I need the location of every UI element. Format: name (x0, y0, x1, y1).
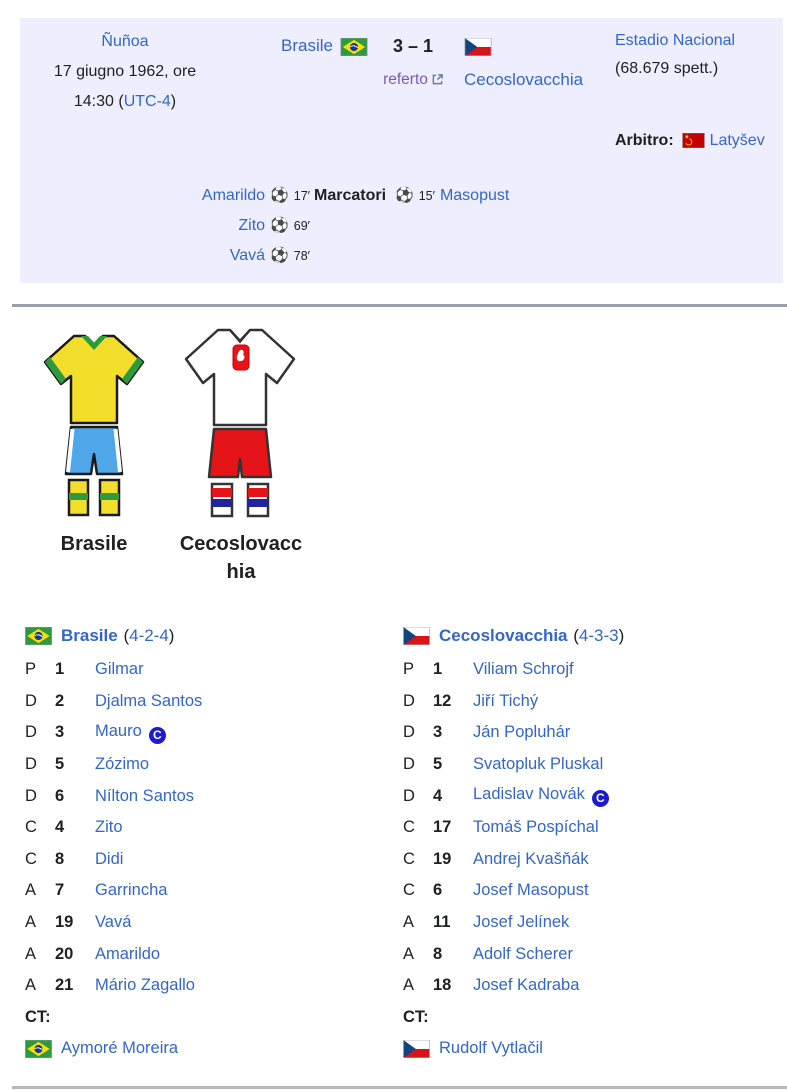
player-link[interactable]: Zózimo (95, 755, 150, 774)
shirt-number: 4 (433, 786, 443, 805)
brazil-flag-icon[interactable] (25, 627, 52, 645)
venue-line (615, 27, 775, 83)
lineup-row (25, 749, 403, 781)
soccer-ball-icon: ⚽ (270, 247, 289, 264)
timezone-link[interactable]: UTC-4 (123, 93, 171, 110)
home-scorers (20, 181, 310, 271)
lineup-row (25, 938, 403, 970)
player-link[interactable]: Vavá (95, 913, 132, 932)
kits-section (38, 326, 306, 586)
czechoslovakia-flag-icon[interactable] (464, 38, 492, 56)
player-link[interactable]: Tomáš Pospíchal (473, 818, 599, 837)
player-link[interactable]: Gilmar (95, 660, 144, 679)
scorer-link[interactable]: Vavá (229, 247, 266, 264)
lineup-row (25, 907, 403, 939)
shirt-number: 7 (55, 881, 65, 900)
section-divider (12, 304, 787, 307)
shirt-number: 17 (433, 818, 452, 837)
goal-minute: 78′ (293, 249, 310, 263)
position-label: P (25, 660, 37, 679)
lineup-row (25, 970, 403, 1002)
lineup-row (403, 907, 787, 939)
player-link[interactable]: Djalma Santos (95, 691, 203, 710)
shirt-number: 6 (55, 786, 65, 805)
shirt-number: 6 (433, 881, 443, 900)
player-name-cell (473, 692, 787, 711)
position-label: A (25, 976, 37, 995)
shirt-number: 4 (55, 818, 65, 837)
player-name-cell (95, 692, 403, 711)
shirt-number: 19 (55, 913, 74, 932)
scorer-row (390, 181, 783, 211)
player-name-cell (95, 945, 403, 964)
soccer-ball-icon: ⚽ (270, 217, 289, 234)
player-name-cell (473, 850, 787, 869)
shirt-number: 8 (55, 849, 65, 868)
external-link-icon (432, 74, 443, 85)
lineup-row (403, 686, 787, 718)
scorer-link[interactable]: Amarildo (201, 187, 266, 204)
shirt-number: 5 (55, 755, 65, 774)
position-label: D (25, 755, 37, 774)
player-link[interactable]: Jiří Tichý (473, 691, 539, 710)
goal-minute: 15′ (418, 189, 435, 203)
position-label: A (25, 881, 37, 900)
home-kit-figure (38, 326, 150, 586)
referee-link[interactable]: Latyšev (709, 132, 765, 149)
away-sheet-header (403, 620, 787, 652)
player-link[interactable]: Svatopluk Pluskal (473, 755, 604, 774)
attendance-text: (68.679 spett.) (615, 60, 719, 77)
lineup-row (25, 844, 403, 876)
formation-open-paren: ( (573, 626, 579, 645)
lineup-row (403, 780, 787, 812)
soccer-ball-icon: ⚽ (395, 187, 414, 204)
time-close-paren: ) (170, 93, 177, 110)
player-name-cell (473, 976, 787, 995)
lineup-row (25, 686, 403, 718)
brazil-flag-icon[interactable] (340, 38, 368, 56)
shirt-number: 19 (433, 849, 452, 868)
away-scorers (390, 181, 783, 271)
player-name-cell (95, 976, 403, 995)
shirt-number: 3 (55, 723, 65, 742)
player-link[interactable]: Josef Kadraba (473, 976, 580, 995)
shirt-number: 2 (55, 691, 65, 710)
position-label: C (403, 881, 415, 900)
away-team-link[interactable]: Cecoslovacchia (439, 626, 568, 645)
stadium-link[interactable]: Estadio Nacional (615, 32, 736, 49)
home-team-link[interactable]: Brasile (281, 36, 333, 55)
czechoslovakia-flag-icon[interactable] (403, 627, 430, 645)
position-label: D (25, 691, 37, 710)
shirt-number: 8 (433, 944, 443, 963)
date-text: 17 giugno 1962, ore (53, 63, 197, 80)
away-flag-cell (458, 29, 615, 63)
shirt-number: 11 (433, 913, 451, 932)
player-name-cell (473, 785, 787, 807)
away-coach-label: CT: (403, 1007, 429, 1026)
scorer-row (20, 241, 310, 271)
away-team-link[interactable]: Cecoslovacchia (464, 70, 584, 89)
home-team-cell (230, 29, 368, 63)
goal-minute: 17′ (293, 189, 310, 203)
player-name-cell (473, 755, 787, 774)
lineup-row (403, 875, 787, 907)
away-sheet-title (439, 626, 624, 646)
position-label: D (403, 691, 415, 710)
scorer-link[interactable]: Zito (238, 217, 266, 234)
player-name-cell (95, 787, 403, 806)
player-name-cell (95, 660, 403, 679)
away-team-cell (458, 63, 615, 97)
player-link[interactable]: Zito (95, 818, 123, 837)
referee-label: Arbitro: (615, 132, 674, 149)
player-name-cell (473, 881, 787, 900)
lineup-row (25, 654, 403, 686)
position-label: C (25, 818, 37, 837)
shirt-number: 12 (433, 691, 452, 710)
formation-close-paren: ) (618, 626, 625, 645)
home-lineup-rows (25, 654, 403, 1002)
player-link[interactable]: Josef Jelínek (473, 913, 570, 932)
position-label: D (25, 786, 37, 805)
section-divider (12, 1086, 787, 1089)
player-link[interactable]: Josef Masopust (473, 881, 589, 900)
home-sheet-title (61, 626, 174, 646)
player-name-cell (95, 850, 403, 869)
away-team-sheet (403, 620, 787, 1065)
player-link[interactable]: Viliam Schrojf (473, 660, 574, 679)
home-team-sheet (25, 620, 403, 1065)
shirt-number: 20 (55, 944, 74, 963)
lineup-row (403, 844, 787, 876)
match-report-link[interactable]: referto (383, 71, 428, 88)
home-coach-link[interactable]: Aymoré Moreira (61, 1039, 179, 1058)
czechoslovakia-kit-graphic (178, 326, 304, 518)
final-score: 3 – 1 (392, 36, 434, 56)
player-link[interactable]: Adolf Scherer (473, 944, 573, 963)
shirt-number: 18 (433, 976, 452, 995)
referee-line (615, 127, 783, 155)
player-name-cell (473, 913, 787, 932)
home-coach-row (25, 1033, 403, 1065)
player-link[interactable]: Amarildo (95, 944, 161, 963)
match-header-grid (20, 27, 783, 155)
czechoslovakia-flag-icon[interactable] (403, 1040, 430, 1058)
captain-icon: C (149, 727, 166, 744)
shirt-number: 1 (433, 660, 443, 679)
position-label: C (25, 849, 37, 868)
lineup-row (403, 938, 787, 970)
player-name-cell (95, 881, 403, 900)
player-link[interactable]: Nílton Santos (95, 786, 195, 805)
city-link[interactable]: Ñuñoa (101, 33, 149, 50)
position-label: A (25, 944, 37, 963)
position-label: A (403, 976, 415, 995)
match-summary-box (20, 18, 783, 283)
player-name-cell (473, 818, 787, 837)
player-link[interactable]: Didi (95, 849, 124, 868)
away-formation-link[interactable]: 4-3-3 (578, 626, 619, 645)
player-name-cell (95, 818, 403, 837)
report-cell (376, 63, 450, 97)
home-sheet-header (25, 620, 403, 652)
away-kit-figure (176, 326, 306, 586)
position-label: C (403, 818, 415, 837)
lineup-row (403, 654, 787, 686)
brazil-kit-graphic (38, 326, 150, 518)
player-link[interactable]: Andrej Kvašňák (473, 849, 589, 868)
ussr-flag-icon[interactable] (682, 133, 705, 148)
shirt-number: 1 (55, 660, 65, 679)
lineups-section (25, 620, 787, 1065)
away-kit-label: Cecoslovacchia (179, 533, 303, 583)
spacer (230, 63, 368, 97)
captain-icon: C (592, 790, 609, 807)
player-link[interactable]: Mauro (95, 721, 142, 740)
player-link[interactable]: Mário Zagallo (95, 976, 195, 995)
away-coach-link[interactable]: Rudolf Vytlačil (439, 1039, 543, 1058)
scorers-label: Marcatori (313, 187, 387, 204)
time-text: 14:30 ( (73, 93, 124, 110)
player-name-cell (95, 722, 403, 744)
position-label: D (25, 723, 37, 742)
scorer-link[interactable]: Masopust (439, 187, 510, 204)
lineup-row (25, 780, 403, 812)
formation-close-paren: ) (168, 626, 175, 645)
soccer-ball-icon: ⚽ (270, 187, 289, 204)
shirt-number: 5 (433, 755, 443, 774)
formation-open-paren: ( (123, 626, 130, 645)
lineup-row (403, 749, 787, 781)
player-link[interactable]: Ján Popluhár (473, 723, 571, 742)
scorer-row (20, 181, 310, 211)
position-label: P (403, 660, 415, 679)
player-name-cell (473, 723, 787, 742)
match-date (20, 57, 230, 117)
scorer-row (20, 211, 310, 241)
lineup-row (25, 717, 403, 749)
shirt-number: 21 (55, 976, 74, 995)
position-label: C (403, 849, 415, 868)
player-link[interactable]: Garrincha (95, 881, 168, 900)
lineup-row (403, 970, 787, 1002)
position-label: D (403, 723, 415, 742)
lineup-row (25, 812, 403, 844)
player-name-cell (95, 913, 403, 932)
score-area (230, 27, 615, 155)
goal-minute: 69′ (293, 219, 310, 233)
shirt-number: 3 (433, 723, 443, 742)
home-team-link[interactable]: Brasile (61, 626, 118, 645)
player-name-cell (95, 755, 403, 774)
player-name-cell (473, 660, 787, 679)
brazil-flag-icon[interactable] (25, 1040, 52, 1058)
home-formation-link[interactable]: 4-2-4 (129, 626, 169, 645)
home-kit-label: Brasile (60, 533, 128, 555)
position-label: D (403, 755, 415, 774)
position-label: A (403, 913, 415, 932)
position-label: A (403, 944, 415, 963)
away-coach-row (403, 1033, 787, 1065)
player-name-cell (473, 945, 787, 964)
home-coach-label: CT: (25, 1007, 51, 1026)
lineup-row (403, 812, 787, 844)
away-lineup-rows (403, 654, 787, 1002)
position-label: D (403, 786, 415, 805)
scorers-section (20, 181, 783, 271)
venue-referee-area (615, 27, 783, 155)
player-link[interactable]: Ladislav Novák (473, 785, 585, 804)
lineup-row (403, 717, 787, 749)
lineup-row (25, 875, 403, 907)
position-label: A (25, 913, 37, 932)
match-location-date (20, 27, 230, 155)
